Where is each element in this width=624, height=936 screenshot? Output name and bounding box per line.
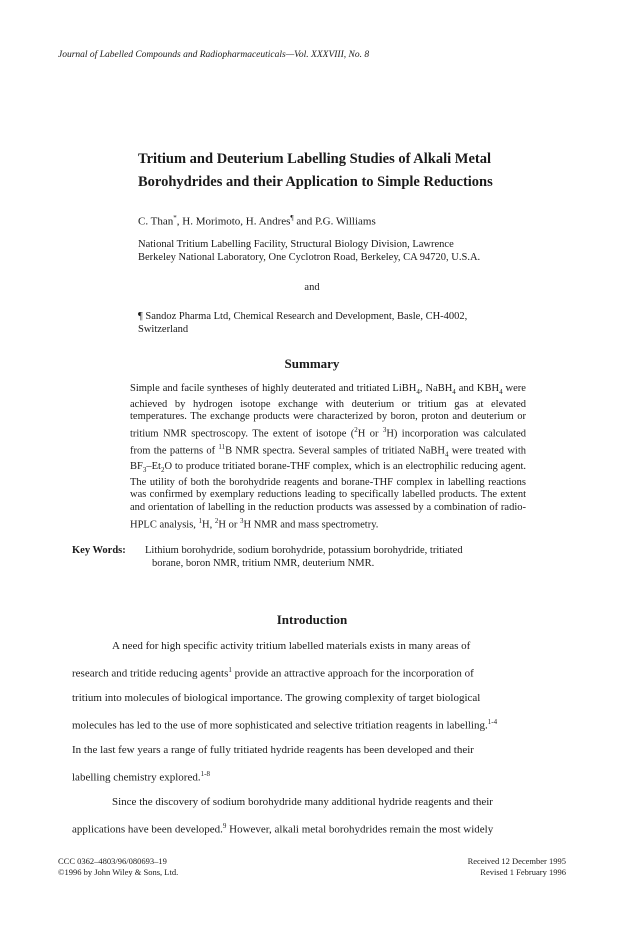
summary-segment: H NMR and mass spectrometry. (243, 519, 379, 531)
journal-header: Journal of Labelled Compounds and Radiopharmaceuticals—Vol. XXXVIII, No. 8 (58, 50, 370, 60)
received-date: Received 12 December 1995 (467, 856, 566, 866)
intro-line: In the last few years a range of fully tritiated hydride reagents has been developed and their (72, 744, 474, 756)
keywords-text (145, 545, 545, 570)
affiliation-line: ¶ Sandoz Pharma Ltd, Chemical Research and Development, Basle, CH-4002, (138, 311, 468, 322)
introduction-heading: Introduction (276, 612, 348, 627)
superscript: 3 (239, 516, 244, 525)
intro-line: Since the discovery of sodium borohydride many additional hydride reagents and their (112, 796, 493, 808)
intro-line: A need for high specific activity tritium labelled materials exists in many areas of (112, 640, 471, 652)
affiliation-line: National Tritium Labelling Facility, Structural Biology Division, Lawrence (138, 239, 454, 250)
citation: 1 (228, 666, 232, 674)
superscript: 2 (354, 425, 358, 434)
author-list (138, 214, 376, 228)
author-than: C. Than (138, 215, 174, 228)
title-line-2: Borohydrides and their Application to Simple Reductions (138, 174, 493, 190)
footer-right (380, 856, 566, 878)
intro-segment: However, alkali metal borohydrides remain the most widely (226, 823, 494, 836)
summary-segment: , NaBH (419, 383, 453, 394)
summary-segment: H or (218, 519, 240, 531)
intro-segment: provide an attractive approach for the incorporation of (231, 667, 474, 680)
revised-date: Revised 1 February 1996 (480, 867, 566, 877)
summary-segment: H or (357, 428, 383, 440)
summary-segment: –Et (146, 461, 161, 473)
subscript: 3 (142, 466, 147, 475)
citation: 1-8 (200, 770, 210, 778)
summary-segment: Simple and facile syntheses of highly deuterated and tritiated LiBH (130, 383, 417, 394)
subscript: 4 (452, 388, 456, 397)
copyright: ©1996 by John Wiley & Sons, Ltd. (58, 867, 179, 877)
affiliation-line: Switzerland (138, 324, 189, 335)
summary-segment: H) incorporation was calculated from the patterns of (130, 428, 526, 457)
author-middle: , H. Morimoto, H. Andres (176, 215, 291, 228)
title-line-1: Tritium and Deuterium Labelling Studies of Alkali Metal (138, 151, 491, 167)
superscript: 1 (198, 516, 203, 525)
superscript: 2 (214, 516, 219, 525)
superscript: 11 (218, 442, 226, 451)
intro-segment: applications have been developed. (72, 823, 223, 836)
intro-segment: research and tritide reducing agents (72, 667, 229, 680)
keywords-line: borane, boron NMR, tritium NMR, deuterium NMR. (152, 557, 375, 569)
affiliation-sandoz (138, 310, 558, 336)
paper-title (138, 148, 558, 194)
author-williams: and P.G. Williams (293, 215, 376, 228)
footer-left (58, 856, 178, 878)
citation: 1-4 (487, 718, 498, 726)
intro-line (72, 718, 497, 732)
keywords-label: Key Words: (72, 545, 126, 556)
summary-segment: and KBH (455, 383, 500, 394)
summary-segment: were achieved by hydrogen isotope exchange with deuterium or tritium gas at elevated temperatures. The exchange products were characterized by boron, proton and deuterium or tritium NMR spectroscopy. The extent of isotope ( (130, 383, 526, 440)
subscript: 2 (160, 466, 165, 475)
intro-segment: labelling chemistry explored. (72, 771, 201, 784)
summary-segment: B NMR spectra. Several samples of tritiated NaBH (225, 445, 445, 457)
citation: 9 (222, 822, 227, 830)
affiliation-line: Berkeley National Laboratory, One Cyclotron Road, Berkeley, CA 94720, U.S.A. (138, 252, 481, 263)
affiliation-lbnl (138, 238, 558, 264)
summary-segment: H, (202, 519, 215, 531)
keywords-line: Lithium borohydride, sodium borohydride, potassium borohydride, tritiated (145, 545, 463, 556)
summary-text (130, 383, 526, 532)
subscript: 4 (445, 450, 449, 459)
intro-line (72, 666, 474, 680)
summary-heading: Summary (284, 356, 340, 371)
superscript: 3 (382, 425, 387, 434)
and-separator: and (304, 282, 320, 293)
summary-segment: O to produce tritiated borane-THF complex, which is an electrophilic reducing agent. The utility of both the borohydride reagents and borane-THF complex in labelling reactions was confirmed by exemplary reductions leading to specifically labelled products. The extent and orientation of labelling in the reduction products was assessed by a combination of radio-HPLC analysis, (130, 461, 526, 531)
subscript: 4 (499, 388, 503, 397)
ccc-code: CCC 0362–4803/96/080693–19 (58, 856, 167, 866)
affiliation-mark: ¶ (290, 214, 294, 222)
summary-segment: were treated with BF (130, 445, 526, 473)
corresponding-mark: * (173, 214, 177, 222)
intro-line: tritium into molecules of biological importance. The growing complexity of target biological (72, 692, 481, 704)
intro-line (72, 822, 493, 836)
subscript: 4 (416, 388, 420, 397)
intro-line (72, 770, 210, 784)
intro-segment: molecules has led to the use of more sophisticated and selective tritiation reagents in labelling. (72, 719, 488, 732)
